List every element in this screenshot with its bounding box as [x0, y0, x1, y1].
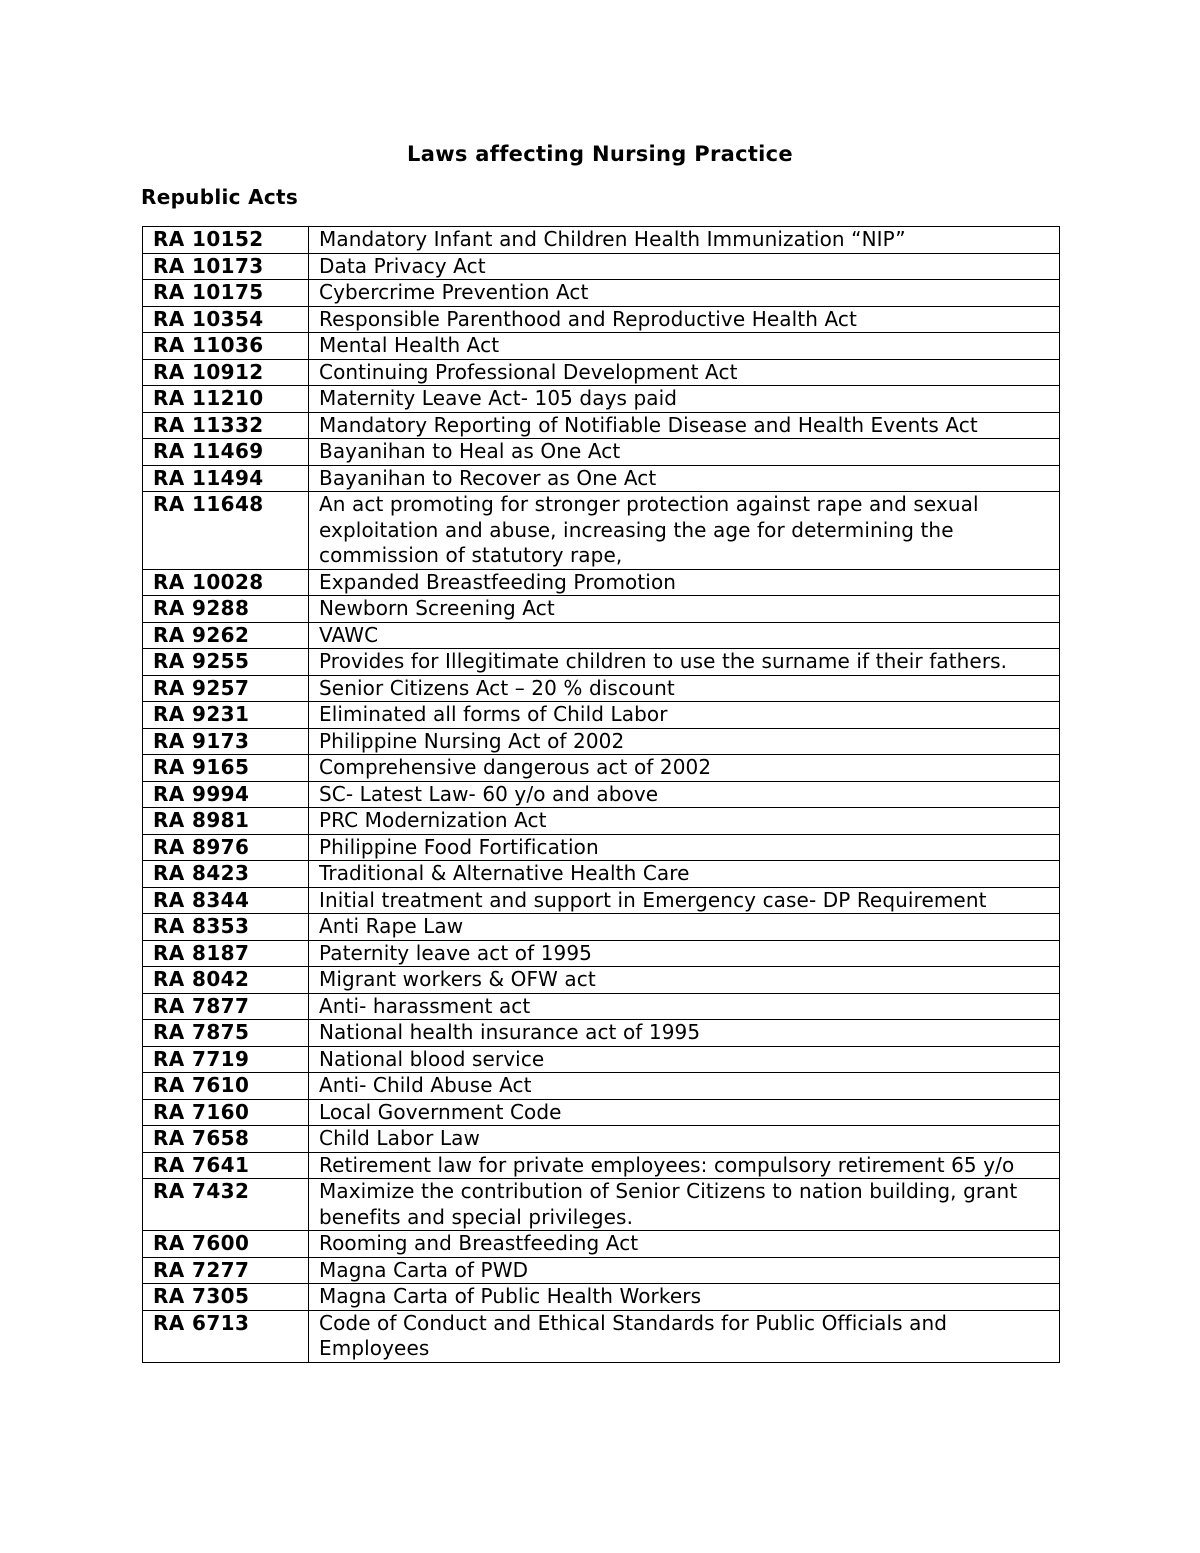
section-heading: Republic Acts [141, 185, 299, 209]
act-number-cell: RA 7160 [143, 1099, 309, 1126]
act-number-cell: RA 9165 [143, 755, 309, 782]
act-title-cell: Retirement law for private employees: compulsory retirement 65 y/o [309, 1152, 1060, 1179]
table-row [143, 1099, 1060, 1126]
table-row [143, 622, 1060, 649]
act-number-cell: RA 7305 [143, 1284, 309, 1311]
table-row [143, 702, 1060, 729]
table-row [143, 940, 1060, 967]
table-row [143, 834, 1060, 861]
act-number-cell: RA 8353 [143, 914, 309, 941]
act-number-cell: RA 7610 [143, 1073, 309, 1100]
table-row [143, 253, 1060, 280]
act-title-cell: National blood service [309, 1046, 1060, 1073]
act-title-cell: Continuing Professional Development Act [309, 359, 1060, 386]
act-number-cell: RA 7432 [143, 1179, 309, 1231]
act-number-cell: RA 9288 [143, 596, 309, 623]
act-number-cell: RA 9257 [143, 675, 309, 702]
act-number-cell: RA 10912 [143, 359, 309, 386]
act-title-cell: PRC Modernization Act [309, 808, 1060, 835]
act-number-cell: RA 7641 [143, 1152, 309, 1179]
act-number-cell: RA 10152 [143, 227, 309, 254]
table-row [143, 993, 1060, 1020]
table-row [143, 808, 1060, 835]
act-title-cell: Eliminated all forms of Child Labor [309, 702, 1060, 729]
table-row [143, 755, 1060, 782]
act-number-cell: RA 6713 [143, 1310, 309, 1362]
act-number-cell: RA 11469 [143, 439, 309, 466]
act-number-cell: RA 11210 [143, 386, 309, 413]
table-row [143, 1073, 1060, 1100]
page-title: Laws affecting Nursing Practice [407, 142, 793, 166]
table-row [143, 1152, 1060, 1179]
act-title-cell: Rooming and Breastfeeding Act [309, 1231, 1060, 1258]
act-number-cell: RA 9994 [143, 781, 309, 808]
act-title-cell: An act promoting for stronger protection against rape and sexual exploitation and abuse, increasing the age for determining the commission of statutory rape, [309, 492, 1060, 570]
table-row [143, 333, 1060, 360]
table-row [143, 1257, 1060, 1284]
table-row [143, 1126, 1060, 1153]
republic-acts-table [142, 226, 1060, 1363]
act-title-cell: Anti Rape Law [309, 914, 1060, 941]
act-title-cell: Mental Health Act [309, 333, 1060, 360]
act-number-cell: RA 9255 [143, 649, 309, 676]
act-title-cell: Code of Conduct and Ethical Standards for Public Officials and Employees [309, 1310, 1060, 1362]
table-row [143, 1179, 1060, 1231]
table-row [143, 569, 1060, 596]
table-row [143, 1284, 1060, 1311]
act-number-cell: RA 11036 [143, 333, 309, 360]
table-row [143, 465, 1060, 492]
table-row [143, 306, 1060, 333]
act-title-cell: Bayanihan to Heal as One Act [309, 439, 1060, 466]
act-number-cell: RA 8344 [143, 887, 309, 914]
act-number-cell: RA 8981 [143, 808, 309, 835]
act-number-cell: RA 10028 [143, 569, 309, 596]
act-title-cell: Mandatory Reporting of Notifiable Disease and Health Events Act [309, 412, 1060, 439]
act-number-cell: RA 10175 [143, 280, 309, 307]
act-title-cell: Philippine Food Fortification [309, 834, 1060, 861]
act-title-cell: Bayanihan to Recover as One Act [309, 465, 1060, 492]
act-number-cell: RA 7875 [143, 1020, 309, 1047]
act-number-cell: RA 11494 [143, 465, 309, 492]
act-number-cell: RA 10173 [143, 253, 309, 280]
act-title-cell: Newborn Screening Act [309, 596, 1060, 623]
table-row [143, 280, 1060, 307]
table-row [143, 359, 1060, 386]
table-row [143, 675, 1060, 702]
act-number-cell: RA 8187 [143, 940, 309, 967]
act-title-cell: Child Labor Law [309, 1126, 1060, 1153]
act-title-cell: Initial treatment and support in Emergency case- DP Requirement [309, 887, 1060, 914]
act-number-cell: RA 9262 [143, 622, 309, 649]
act-number-cell: RA 7877 [143, 993, 309, 1020]
table-row [143, 386, 1060, 413]
act-number-cell: RA 8976 [143, 834, 309, 861]
act-title-cell: Migrant workers & OFW act [309, 967, 1060, 994]
table-row [143, 861, 1060, 888]
act-title-cell: Magna Carta of Public Health Workers [309, 1284, 1060, 1311]
table-row [143, 967, 1060, 994]
act-title-cell: SC- Latest Law- 60 y/o and above [309, 781, 1060, 808]
act-number-cell: RA 7277 [143, 1257, 309, 1284]
act-title-cell: Anti- Child Abuse Act [309, 1073, 1060, 1100]
table-row [143, 1020, 1060, 1047]
table-row [143, 1046, 1060, 1073]
table-row [143, 728, 1060, 755]
act-number-cell: RA 11648 [143, 492, 309, 570]
act-title-cell: Senior Citizens Act – 20 % discount [309, 675, 1060, 702]
act-number-cell: RA 8042 [143, 967, 309, 994]
act-title-cell: National health insurance act of 1995 [309, 1020, 1060, 1047]
act-title-cell: Philippine Nursing Act of 2002 [309, 728, 1060, 755]
table-row [143, 781, 1060, 808]
table-row [143, 887, 1060, 914]
act-number-cell: RA 7658 [143, 1126, 309, 1153]
act-title-cell: Local Government Code [309, 1099, 1060, 1126]
table-row [143, 596, 1060, 623]
act-number-cell: RA 8423 [143, 861, 309, 888]
republic-acts-table-body [143, 227, 1060, 1363]
table-row [143, 914, 1060, 941]
act-title-cell: Comprehensive dangerous act of 2002 [309, 755, 1060, 782]
act-title-cell: Maternity Leave Act- 105 days paid [309, 386, 1060, 413]
table-row [143, 439, 1060, 466]
table-row [143, 1231, 1060, 1258]
act-title-cell: Data Privacy Act [309, 253, 1060, 280]
act-number-cell: RA 7600 [143, 1231, 309, 1258]
act-number-cell: RA 7719 [143, 1046, 309, 1073]
act-title-cell: Provides for Illegitimate children to use the surname if their fathers. [309, 649, 1060, 676]
table-row [143, 492, 1060, 570]
table-row [143, 649, 1060, 676]
table-row [143, 1310, 1060, 1362]
act-title-cell: Mandatory Infant and Children Health Immunization “NIP” [309, 227, 1060, 254]
act-title-cell: Traditional & Alternative Health Care [309, 861, 1060, 888]
act-title-cell: Maximize the contribution of Senior Citizens to nation building, grant benefits and special privileges. [309, 1179, 1060, 1231]
act-title-cell: Anti- harassment act [309, 993, 1060, 1020]
act-title-cell: Responsible Parenthood and Reproductive Health Act [309, 306, 1060, 333]
act-number-cell: RA 10354 [143, 306, 309, 333]
act-title-cell: VAWC [309, 622, 1060, 649]
act-number-cell: RA 9173 [143, 728, 309, 755]
act-number-cell: RA 9231 [143, 702, 309, 729]
act-number-cell: RA 11332 [143, 412, 309, 439]
act-title-cell: Cybercrime Prevention Act [309, 280, 1060, 307]
table-row [143, 227, 1060, 254]
act-title-cell: Paternity leave act of 1995 [309, 940, 1060, 967]
act-title-cell: Expanded Breastfeeding Promotion [309, 569, 1060, 596]
act-title-cell: Magna Carta of PWD [309, 1257, 1060, 1284]
table-row [143, 412, 1060, 439]
